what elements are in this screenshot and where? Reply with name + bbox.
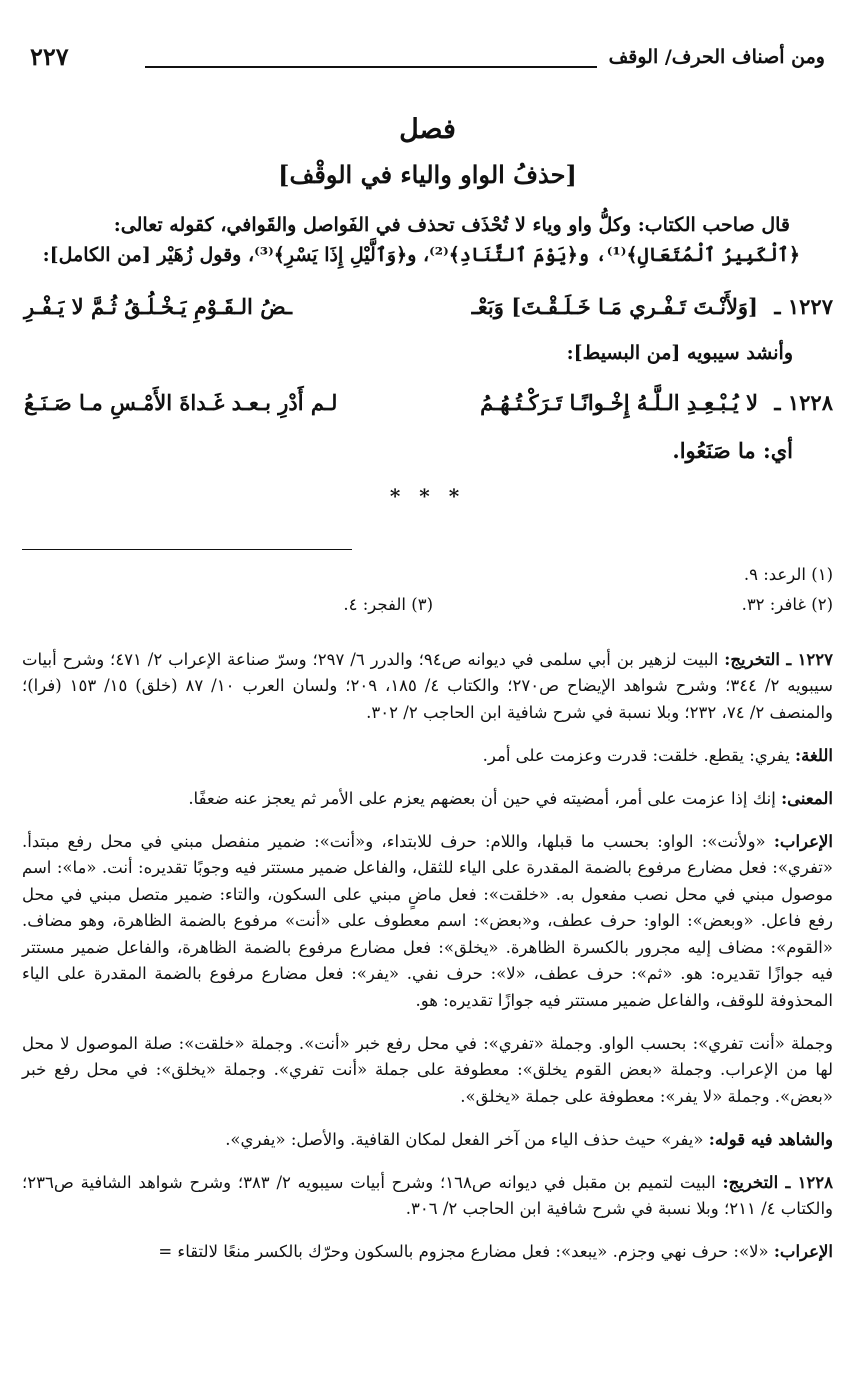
shahid-paragraph	[22, 1127, 833, 1154]
verse-first-hemistich: لا يُـبْـعِـدِ الـلَّـهُ إِخْـوانًـا تَـرَكْـتُـهُـمُ	[480, 390, 758, 415]
commentary-label: اللغة:	[795, 745, 833, 765]
commentary-text: «ولأنت»: الواو: بحسب ما قبلها، واللام: حرف للابتداء، و«أنت»: ضمير منفصل مبني في محل رفع مبتدأ. «تفري»: فعل مضارع مرفوع بالضمة المقدرة على الياء للثقل، والفاعل ضمير مستتر فيه وجوبًا تقديره: أنت. «ما»: اسم موصول مبني في محل نصب مفعول به. «خلقت»: فعل ماضٍ مبني على السكون، والتاء: ضمير متصل مبني في محل رفع فاعل. «وبعض»: الواو: حرف عطف، و«بعض»: اسم معطوف على «أنت» مرفوع بالضمة الظاهرة، وهو مضاف. «القوم»: مضاف إليه مجرور بالكسرة الظاهرة. «يخلق»: فعل مضارع مرفوع بالضمة الظاهرة، والفاعل ضمير مستتر فيه جوازًا تقديره: هو. «ثم»: حرف عطف، «لا»: حرف نفي. «يفر»: فعل مضارع مرفوع بالضمة المقدرة على الياء المحذوفة للوقف، والفاعل ضمير مستتر فيه جوازًا تقديره: هو.	[22, 831, 833, 1010]
commentary-text: البيت لتميم بن مقبل في ديوانه ص١٦٨؛ وشرح أبيات سيبويه ٢/ ٣٨٣؛ وشرح شواهد الشافية ص٢٣٦؛ والكتاب ٤/ ٢١١؛ وبلا نسبة في شرح شافية ابن الحاجب ٢/ ٣٠٦.	[22, 1172, 833, 1218]
verse-commentary	[22, 630, 833, 1282]
commentary-label: ١٢٢٨ ـ التخريج:	[722, 1172, 834, 1192]
commentary-label: ١٢٢٧ ـ التخريج:	[724, 649, 834, 669]
verse-number: ١٢٢٨ ـ	[774, 390, 833, 415]
running-header	[30, 42, 825, 82]
intro-paragraph	[22, 210, 800, 270]
footnote-text: (٢) غافر: ٣٢.	[741, 595, 833, 614]
takhrij-1228	[22, 1170, 833, 1223]
commentary-label: المعنى:	[781, 788, 833, 808]
irab-paragraph	[22, 829, 833, 1015]
jumal-paragraph: وجملة «أنت تفري»: بحسب الواو. وجملة «تفري»: في محل رفع خبر «أنت». وجملة «خلقت»: صلة الموصول لا محل لها من الإعراب. وجملة «بعض القوم يخلق»: معطوفة على جملة «أنت تفري». وجملة «يخلق»: في محل رفع خبر «بعض». وجملة «لا يفر»: معطوفة على جملة «يخلق».	[22, 1033, 833, 1106]
lugha-paragraph	[22, 743, 833, 770]
section-subtitle: [حذفُ الواو والياء في الوقْف]	[278, 160, 577, 189]
verse-first-hemistich: [وَلأَنْـتَ تَـفْـري مَـا خَـلَـقْـتَ] وَبَعْـ	[471, 294, 758, 319]
commentary-label: والشاهد فيه قوله:	[708, 1129, 833, 1149]
verse-1228	[24, 390, 833, 426]
footnote-1	[22, 562, 833, 587]
commentary-label: الإعراب:	[773, 1242, 833, 1261]
verse-intro: وأنشد سيبويه [من البسيط]:	[566, 342, 793, 364]
verse-explanation: أي: ما صَنَعُوا.	[672, 438, 793, 463]
irab2-paragraph	[22, 1239, 833, 1266]
commentary-text: يفري: يقطع. خلقت: قدرت وعزمت على أمر.	[482, 745, 790, 765]
running-title: ومن أصناف الحرف/ الوقف	[608, 46, 825, 68]
verse-second-hemistich: ـضُ الـقَـوْمِ يَـخْـلُـقُ ثُـمَّ لا يَـفْـرِ	[24, 294, 293, 319]
commentary-text: إنك إذا عزمت على أمر، أمضيته في حين أن بعضهم يعزم على الأمر ثم يعجز عنه ضعفًا.	[188, 788, 776, 808]
section-title: فصل	[399, 114, 456, 145]
footnote-text: (٣) الفجر: ٤.	[343, 595, 433, 614]
commentary-text: «يفر» حيث حذف الياء من آخر الفعل لمكان القافية. والأصل: «يفري».	[225, 1129, 704, 1149]
page-number: ٢٢٧	[30, 42, 69, 71]
intro-line-1: قال صاحب الكتاب: وكلُّ واو وياء لا تُحْذَف تحذف في الفَواصل والقَوافي، كقوله تعالى:	[113, 214, 790, 236]
commentary-text: البيت لزهير بن أبي سلمى في ديوانه ص٩٤؛ والدرر ٦/ ٢٩٧؛ وسرّ صناعة الإعراب ٢/ ٤٧١؛ وشرح أبيات سيبويه ٢/ ٣٤٤؛ وشرح شواهد الإيضاح ص٢٧٠؛ والكتاب ٤/ ١٨٥، ٢٠٩؛ ولسان العرب ١٠/ ٨٧ (خلق) ١٥/ ١٥٣ (فرا)؛ والمنصف ٢/ ٧٤، ٢٣٢؛ وبلا نسبة في شرح شافية ابن الحاجب ٢/ ٣٠٢.	[22, 649, 833, 722]
verse-second-hemistich: لـم أَدْرِ بـعـد غَـداةَ الأَمْـسِ مـا صَـنَـعُ	[24, 390, 338, 415]
header-rule	[145, 66, 597, 68]
maana-paragraph	[22, 786, 833, 813]
verse-1227	[24, 294, 833, 330]
footnote-text: (١) الرعد: ٩.	[743, 565, 833, 584]
commentary-text: «لا»: حرف نهي وجزم. «يبعد»: فعل مضارع مجزوم بالسكون وحرّك بالكسر منعًا لالتقاء =	[158, 1242, 769, 1261]
intro-line-2: ﴿ٱلْكَبِيرُ ٱلْمُتَعَالِ﴾⁽¹⁾، و﴿يَوْمَ ٱلتَّنَادِ﴾⁽²⁾، و﴿وَٱلَّيْلِ إِذَا يَسْرِ﴾⁽³⁾، وقول زُهَيْر [من الكامل]:	[42, 244, 800, 266]
footnote-2-3	[22, 592, 833, 617]
verse-number: ١٢٢٧ ـ	[774, 294, 833, 319]
commentary-label: الإعراب:	[773, 831, 833, 851]
footnote-rule	[22, 549, 352, 550]
section-separator: * * *	[389, 484, 466, 508]
takhrij-1227	[22, 647, 833, 727]
